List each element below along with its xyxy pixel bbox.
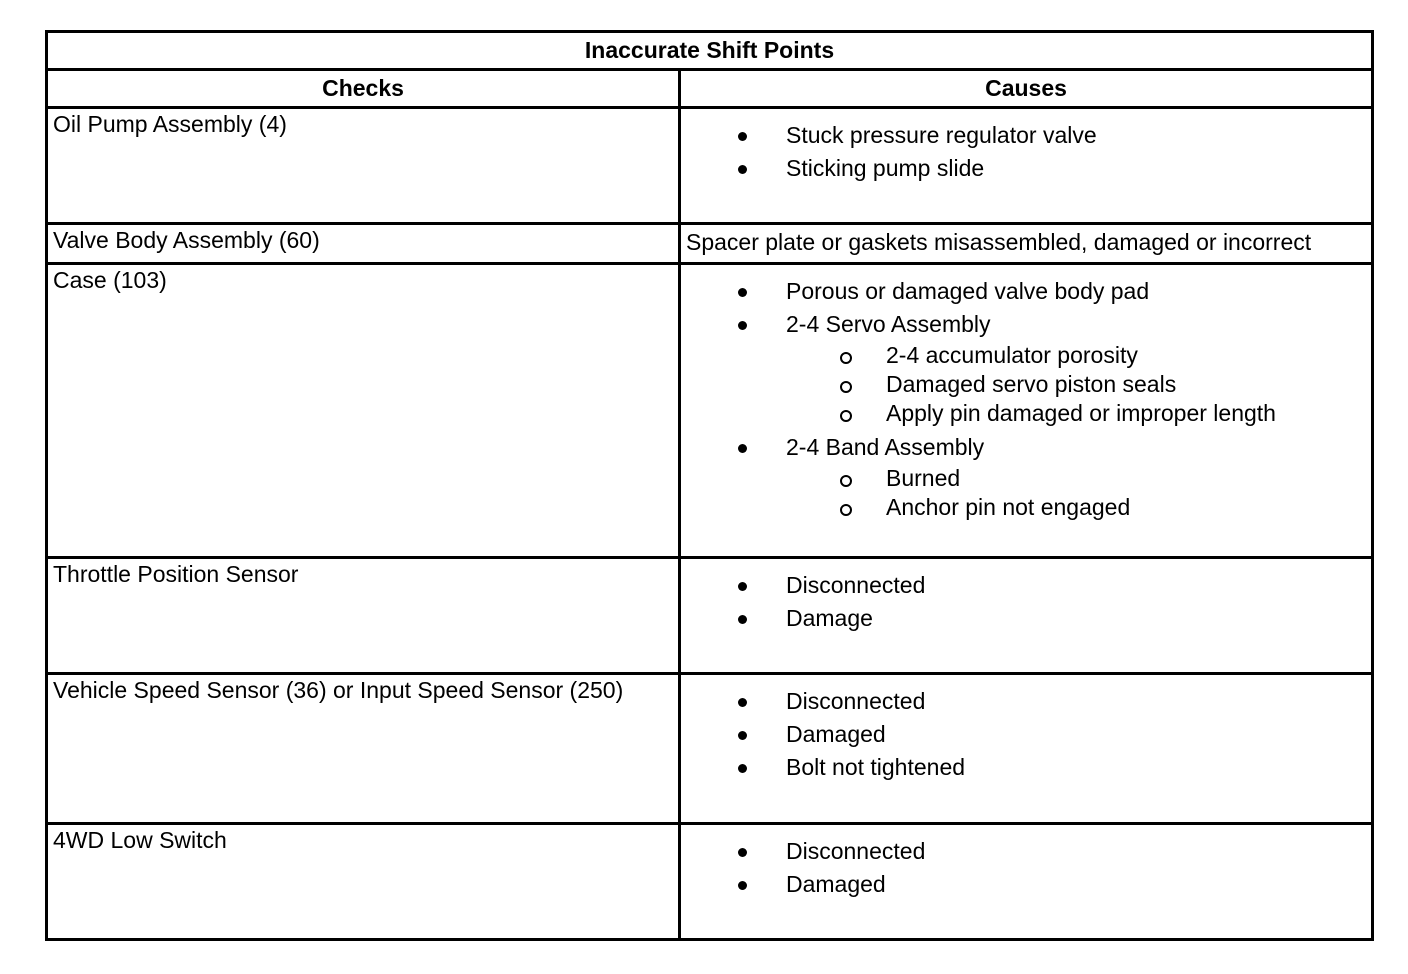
cause-list: [681, 675, 1371, 784]
causes-cell: [680, 558, 1373, 674]
check-cell: Case (103): [47, 264, 680, 558]
cause-list: [681, 825, 1371, 901]
cause-text: Damage: [786, 605, 873, 631]
hollow-bullet-icon: [840, 381, 852, 393]
cause-item: [681, 718, 1371, 751]
causes-cell: [680, 264, 1373, 558]
sub-cause-list: [786, 464, 1371, 522]
check-cell: 4WD Low Switch: [47, 824, 680, 940]
hollow-bullet-icon: [840, 475, 852, 487]
bullet-icon: [738, 288, 747, 297]
cause-item: [681, 308, 1371, 428]
cause-item: [681, 868, 1371, 901]
check-cell: Valve Body Assembly (60): [47, 224, 680, 264]
sub-cause-text: Apply pin damaged or improper length: [886, 400, 1276, 426]
causes-cell: [680, 108, 1373, 224]
cause-text: Porous or damaged valve body pad: [786, 278, 1150, 304]
cause-item: [681, 569, 1371, 602]
table-body: [47, 108, 1373, 940]
cause-item: [681, 685, 1371, 718]
hollow-bullet-icon: [840, 504, 852, 516]
causes-cell: [680, 674, 1373, 824]
sub-cause-item: [681, 493, 1371, 522]
causes-cell: Spacer plate or gaskets misassembled, damaged or incorrect: [680, 224, 1373, 264]
checks-header: Checks: [47, 70, 680, 108]
shift-points-table: [45, 30, 1374, 941]
table-row: [47, 264, 1373, 558]
hollow-bullet-icon: [840, 410, 852, 422]
table-row: [47, 558, 1373, 674]
hollow-bullet-icon: [840, 352, 852, 364]
bullet-icon: [738, 132, 747, 141]
cause-text: 2-4 Band Assembly: [786, 434, 985, 460]
cause-text: Stuck pressure regulator valve: [786, 122, 1097, 148]
cause-item: [681, 152, 1371, 185]
sub-cause-text: 2-4 accumulator porosity: [886, 342, 1138, 368]
cause-item: [681, 751, 1371, 784]
sub-cause-list: [786, 341, 1371, 428]
bullet-icon: [738, 582, 747, 591]
check-cell: Oil Pump Assembly (4): [47, 108, 680, 224]
cause-item: [681, 602, 1371, 635]
table-row: [47, 108, 1373, 224]
sub-cause-text: Damaged servo piston seals: [886, 371, 1177, 397]
sub-cause-item: [681, 464, 1371, 493]
bullet-icon: [738, 615, 747, 624]
causes-header: Causes: [680, 70, 1373, 108]
cause-list: [681, 265, 1371, 522]
table-row: [47, 824, 1373, 940]
bullet-icon: [738, 321, 747, 330]
check-cell: Throttle Position Sensor: [47, 558, 680, 674]
cause-list: [681, 109, 1371, 185]
sub-cause-item: [681, 341, 1371, 370]
cause-text: Bolt not tightened: [786, 754, 966, 780]
cause-text: Disconnected: [786, 572, 926, 598]
cause-text: Damaged: [786, 871, 886, 897]
bullet-icon: [738, 444, 747, 453]
bullet-icon: [738, 165, 747, 174]
bullet-icon: [738, 731, 747, 740]
cause-text: Disconnected: [786, 688, 926, 714]
cause-text: Sticking pump slide: [786, 155, 985, 181]
bullet-icon: [738, 881, 747, 890]
cause-text: Disconnected: [786, 838, 926, 864]
cause-text: 2-4 Servo Assembly: [786, 311, 991, 337]
table-title: Inaccurate Shift Points: [47, 32, 1373, 70]
table-row: [47, 224, 1373, 264]
cause-item: [681, 835, 1371, 868]
check-cell: Vehicle Speed Sensor (36) or Input Speed Sensor (250): [47, 674, 680, 824]
bullet-icon: [738, 848, 747, 857]
sub-cause-text: Burned: [886, 465, 961, 491]
cause-item: [681, 119, 1371, 152]
sub-cause-item: [681, 370, 1371, 399]
bullet-icon: [738, 698, 747, 707]
sub-cause-text: Anchor pin not engaged: [886, 494, 1131, 520]
bullet-icon: [738, 764, 747, 773]
cause-list: [681, 559, 1371, 635]
cause-text: Damaged: [786, 721, 886, 747]
cause-item: [681, 275, 1371, 308]
sub-cause-item: [681, 399, 1371, 428]
table-row: [47, 674, 1373, 824]
cause-item: [681, 431, 1371, 522]
causes-cell: [680, 824, 1373, 940]
